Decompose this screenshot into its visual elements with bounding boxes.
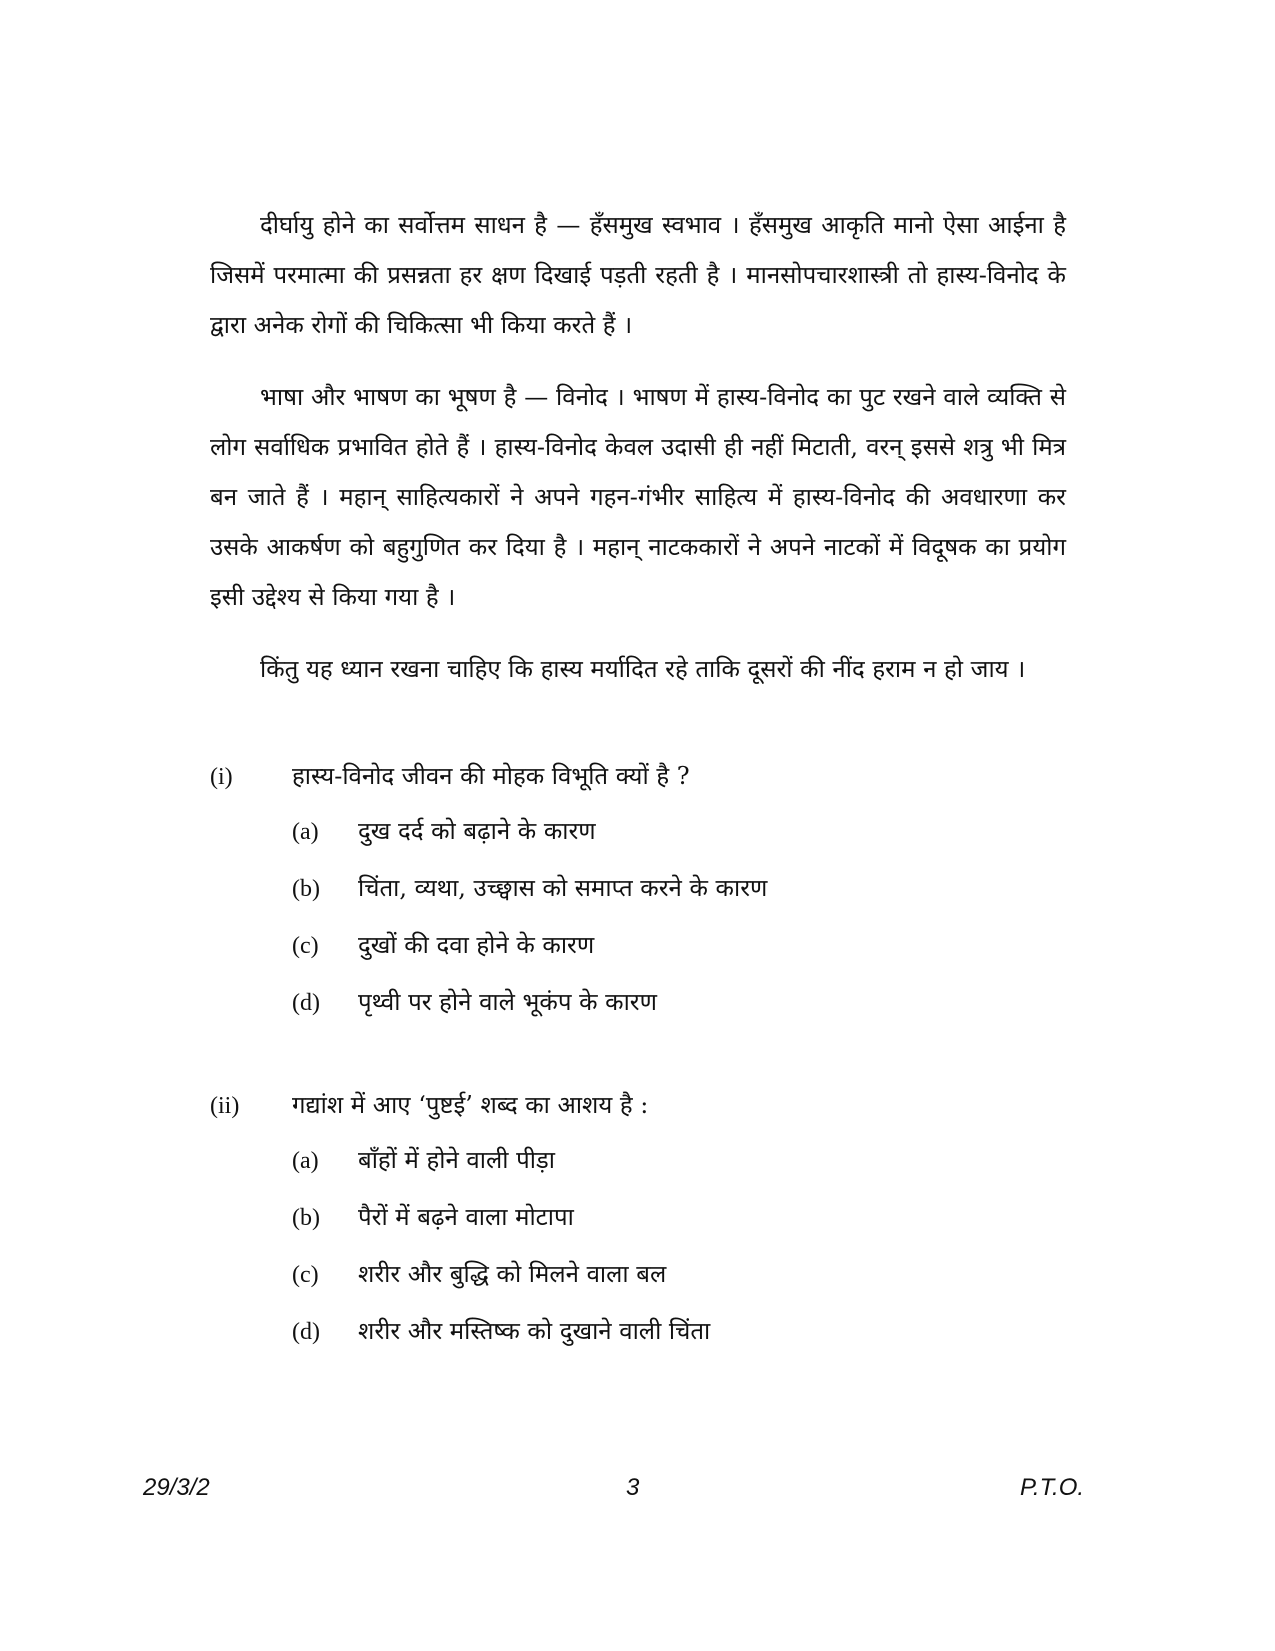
question-number: (i)	[210, 764, 233, 790]
option-label: (a)	[292, 819, 319, 845]
question-1-options	[292, 811, 1066, 1023]
please-turn-over: P.T.O.	[1020, 1474, 1085, 1501]
question-text: हास्य-विनोद जीवन की मोहक विभूति क्यों है ?	[292, 762, 690, 790]
option-text: चिंता, व्यथा, उच्छ्वास को समाप्त करने के कारण	[358, 874, 768, 902]
question-1	[210, 756, 1066, 1023]
option-label: (d)	[292, 990, 320, 1016]
option-b	[292, 1197, 1066, 1238]
option-a	[292, 811, 1066, 852]
passage-paragraph-1: दीर्घायु होने का सर्वोत्तम साधन है — हँसमुख स्वभाव । हँसमुख आकृति मानो ऐसा आईना है जिसमें परमात्मा की प्रसन्नता हर क्षण दिखाई पड़ती रहती है । मानसोपचारशास्त्री तो हास्य-विनोद के द्वारा अनेक रोगों की चिकित्सा भी किया करते हैं ।	[210, 211, 1066, 339]
option-c	[292, 1254, 1066, 1295]
paper-code: 29/3/2	[143, 1474, 210, 1501]
option-a	[292, 1140, 1066, 1181]
option-c	[292, 925, 1066, 966]
question-2-options	[292, 1140, 1066, 1352]
option-label: (b)	[292, 1205, 320, 1231]
question-text: गद्यांश में आए ‘पुष्टई’ शब्द का आशय है :	[292, 1091, 649, 1119]
option-label: (b)	[292, 876, 320, 902]
option-label: (d)	[292, 1319, 320, 1345]
option-d	[292, 1311, 1066, 1352]
option-text: पृथ्वी पर होने वाले भूकंप के कारण	[358, 988, 657, 1016]
option-b	[292, 868, 1066, 909]
option-label: (a)	[292, 1148, 319, 1174]
page-footer	[0, 1474, 1275, 1504]
question-2-stem	[210, 1085, 1066, 1126]
option-d	[292, 982, 1066, 1023]
question-2	[210, 1085, 1066, 1352]
option-text: पैरों में बढ़ने वाला मोटापा	[358, 1203, 574, 1231]
page-content	[210, 200, 1066, 1368]
option-text: शरीर और मस्तिष्क को दुखाने वाली चिंता	[358, 1317, 711, 1345]
option-label: (c)	[292, 933, 319, 959]
option-text: बाँहों में होने वाली पीड़ा	[358, 1146, 555, 1174]
question-number: (ii)	[210, 1093, 240, 1119]
option-label: (c)	[292, 1262, 319, 1288]
passage-paragraph-3: किंतु यह ध्यान रखना चाहिए कि हास्य मर्यादित रहे ताकि दूसरों की नींद हराम न हो जाय ।	[260, 655, 1026, 683]
option-text: शरीर और बुद्धि को मिलने वाला बल	[358, 1260, 667, 1288]
passage	[210, 200, 1066, 694]
option-text: दुखों की दवा होने के कारण	[358, 931, 595, 959]
page-number: 3	[626, 1474, 640, 1501]
option-text: दुख दर्द को बढ़ाने के कारण	[358, 817, 596, 845]
question-1-stem	[210, 756, 1066, 797]
passage-paragraph-2: भाषा और भाषण का भूषण है — विनोद । भाषण में हास्य-विनोद का पुट रखने वाले व्यक्ति से लोग सर्वाधिक प्रभावित होते हैं । हास्य-विनोद केवल उदासी ही नहीं मिटाती, वरन् इससे शत्रु भी मित्र बन जाते हैं । महान् साहित्यकारों ने अपने गहन-गंभीर साहित्य में हास्य-विनोद की अवधारणा कर उसके आकर्षण को बहुगुणित कर दिया है । महान् नाटककारों ने अपने नाटकों में विदूषक का प्रयोग इसी उद्देश्य से किया गया है ।	[210, 383, 1066, 611]
